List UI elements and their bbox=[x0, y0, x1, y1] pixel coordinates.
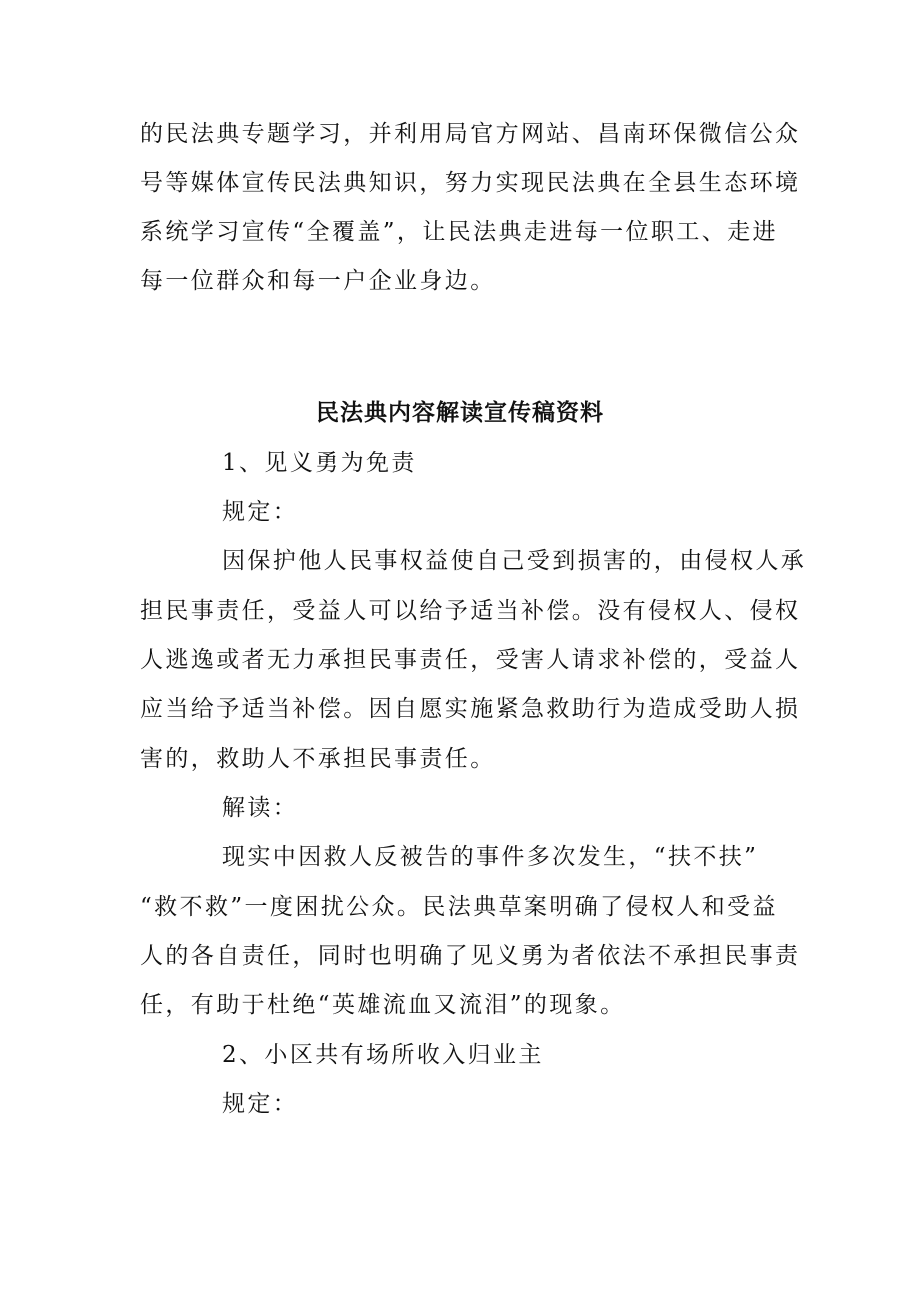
item1-interpret-line-1: 现实中因救人反被告的事件多次发生，“扶不扶” bbox=[222, 844, 759, 870]
item1-rule-line-3: 人逃逸或者无力承担民事责任，受害人请求补偿的，受益人 bbox=[140, 647, 801, 673]
item1-rule-line-1: 因保护他人民事权益使自己受到损害的，由侵权人承 bbox=[222, 548, 807, 574]
intro-line-4: 每一位群众和每一户企业身边。 bbox=[140, 268, 496, 294]
intro-line-2: 号等媒体宣传民法典知识，努力实现民法典在全县生态环境 bbox=[140, 170, 801, 196]
item1-interpret-line-2: “救不救”一度困扰公众。民法典草案明确了侵权人和受益 bbox=[140, 894, 778, 920]
item1-heading: 1、见义勇为免责 bbox=[222, 450, 417, 476]
intro-line-3: 系统学习宣传“全覆盖”，让民法典走进每一位职工、走进 bbox=[140, 219, 778, 245]
section-title: 民法典内容解读宣传稿资料 bbox=[316, 399, 604, 426]
item1-rule-line-2: 担民事责任，受益人可以给予适当补偿。没有侵权人、侵权 bbox=[140, 598, 801, 624]
item2-rule-label: 规定： bbox=[222, 1091, 299, 1117]
intro-line-1: 的民法典专题学习，并利用局官方网站、昌南环保微信公众 bbox=[140, 121, 801, 147]
item1-interpret-line-3: 人的各自责任，同时也明确了见义勇为者依法不承担民事责 bbox=[140, 943, 801, 969]
item1-rule-label: 规定： bbox=[222, 499, 299, 525]
item1-interpret-line-4: 任，有助于杜绝“英雄流血又流泪”的现象。 bbox=[140, 992, 626, 1018]
item1-rule-line-5: 害的，救助人不承担民事责任。 bbox=[140, 746, 496, 772]
item1-rule-line-4: 应当给予适当补偿。因自愿实施紧急救助行为造成受助人损 bbox=[140, 696, 801, 722]
item1-interpret-label: 解读： bbox=[222, 795, 299, 821]
item2-heading: 2、小区共有场所收入归业主 bbox=[222, 1042, 544, 1068]
